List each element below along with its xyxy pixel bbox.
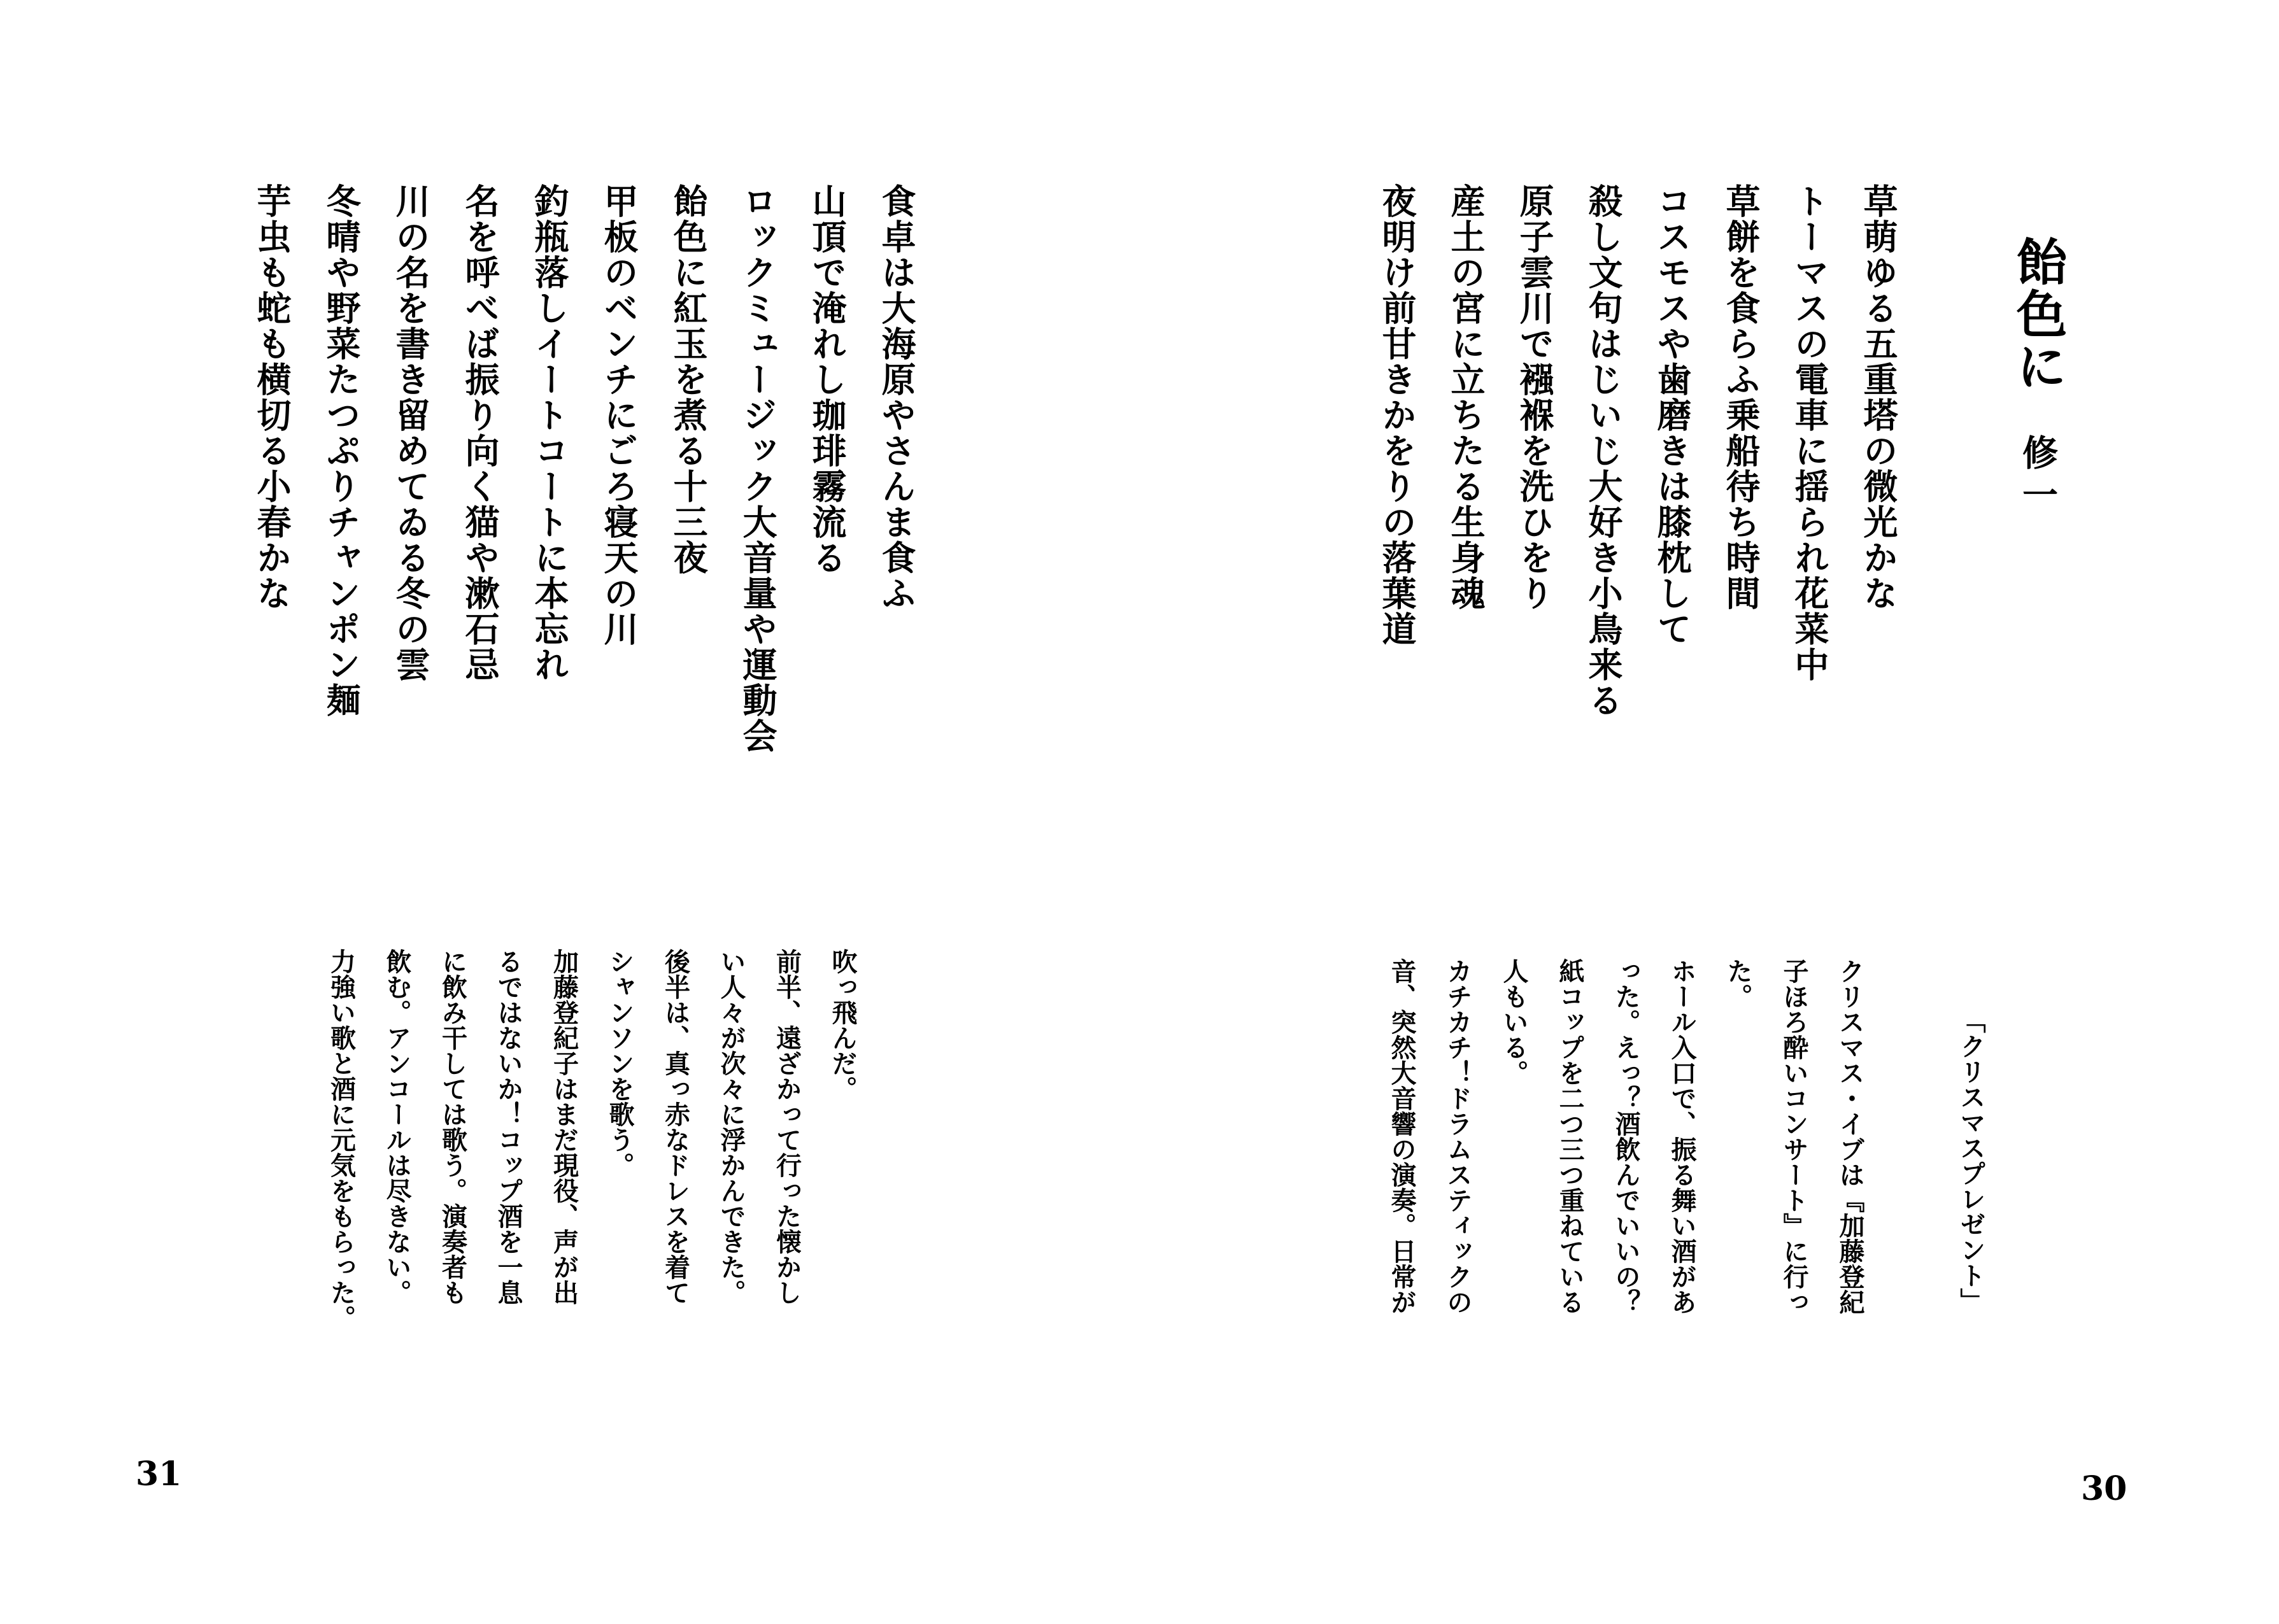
haiku-line: 川の名を書き留めてゐる冬の雲 [390,183,431,682]
essay-line: た。 [1723,958,1753,1009]
essay-line: 後半は、真っ赤なドレスを着て [660,949,691,1305]
essay-line: シャンソンを歌う。 [605,949,635,1178]
essay-line: 紙コップを二つ三つ重ねている [1555,958,1585,1315]
essay-line: 前半、遠ざかって行った懐かし [772,949,802,1305]
essay-line: カチカチ！ドラムスティックの [1443,958,1473,1315]
haiku-line: 草萌ゆる五重塔の微光かな [1858,183,1899,611]
page-title: 飴色に [2008,236,2068,392]
haiku-line: 産土の宮に立ちたる生身魂 [1445,183,1486,611]
haiku-line: ロックミュージック大音量や運動会 [737,183,778,754]
haiku-line: 殺し文句はじいじ大好き小鳥来る [1583,183,1624,718]
essay-line: い人々が次々に浮かんできた。 [716,949,746,1305]
haiku-line: 釣瓶落しイートコートに本忘れ [529,183,570,682]
haiku-line: コスモスや歯磨きは膝枕して [1652,183,1693,647]
haiku-line: 飴色に紅玉を煮る十三夜 [668,183,709,575]
haiku-line: 食卓は大海原やさんま食ふ [876,183,917,611]
essay-line: 人もいる。 [1499,958,1529,1085]
essay-block-right [1374,958,1999,1315]
essay-line: るではないか！コップ酒を一息 [493,949,523,1305]
essay-line: クリスマス・イブは『加藤登紀 [1835,958,1865,1315]
page-number: 31 [136,1455,182,1493]
haiku-line: 芋虫も蛇も横切る小春かな [252,183,292,611]
essay-heading: 「クリスマスプレゼント」 [1956,1008,1986,1313]
haiku-block-left [237,183,931,754]
essay-line: った。えっ？酒飲んでいいの？ [1611,958,1641,1315]
author-name: 修一 [2017,434,2059,518]
page-number: 30 [2081,1469,2127,1508]
title-line [2008,236,2068,518]
haiku-line: 夜明け前甘きかをりの落葉道 [1377,183,1417,647]
haiku-line: 甲板のベンチにごろ寝天の川 [599,183,639,647]
haiku-block-right [1363,183,1913,718]
haiku-line: トーマスの電車に揺られ花菜中 [1789,183,1830,682]
essay-line: ホール入口で、振る舞い酒があ [1667,958,1697,1315]
haiku-line: 冬晴や野菜たつぷりチャンポン麺 [321,183,362,718]
essay-line: に飲み干しては歌う。演奏者も [437,949,468,1305]
essay-line: 吹っ飛んだ。 [828,949,858,1101]
essay-line: 子ほろ酔いコンサート』に行っ [1779,958,1809,1315]
essay-line: 力強い歌と酒に元気をもらった。 [326,949,357,1331]
essay-line: 加藤登紀子はまだ現役、声が出 [549,949,579,1305]
haiku-line: 名を呼べば振り向く猫や漱石忌 [460,183,501,682]
essay-line: 飲む。アンコールは尽きない。 [382,949,412,1305]
essay-line: 音、突然大音響の演奏。日常が [1387,958,1417,1315]
haiku-line: 草餅を食らふ乗船待ち時間 [1721,183,1761,611]
haiku-line: 原子雲川で襁褓を洗ひをり [1514,183,1555,611]
haiku-line: 山頂で淹れし珈琲霧流る [807,183,848,575]
page-title-block [2008,236,2068,518]
essay-block-left [313,949,870,1331]
